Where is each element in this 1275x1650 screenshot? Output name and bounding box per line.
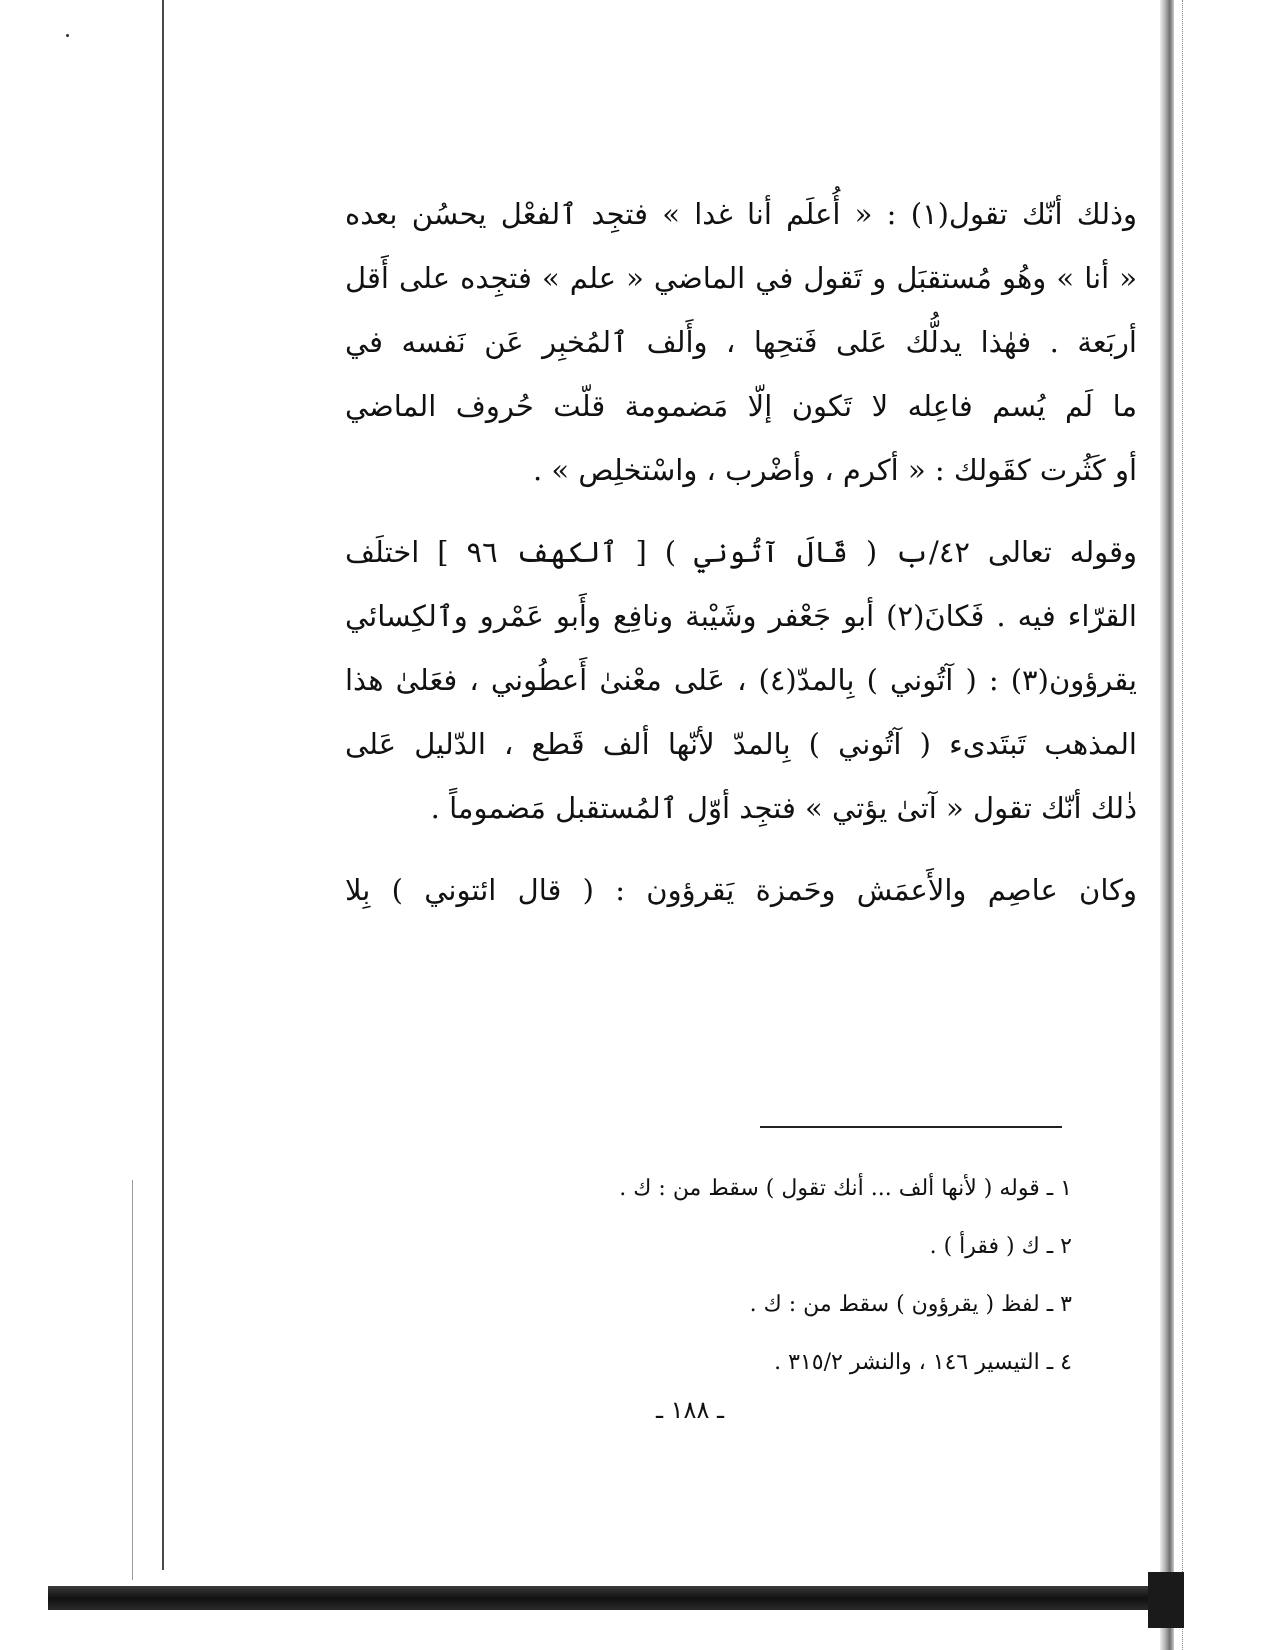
text-line: وقوله تعالى ٤٢/ب ( قَالَ آتُوني ) [ ٱلكهف ٩٦ ] اختلَف — [345, 535, 1137, 569]
footnotes — [420, 1160, 1072, 1392]
book-spine-shadow — [1160, 0, 1174, 1650]
footnote-item: ٣ ـ لفظ ( يقرؤون ) سقط من : ك . — [749, 1292, 1072, 1317]
text-line: أو كَثُرت كقَولك : « أكرم ، وأضْرب ، واسْتخلِص » . — [532, 453, 1137, 487]
footnote-item: ٢ ـ ك ( فقرأ ) . — [929, 1234, 1072, 1259]
text-line: وكان عاصِم والأَعمَش وحَمزة يَقرؤون : ( قال ائتوني ) بِلا — [345, 873, 1137, 907]
scan-margin-line — [162, 0, 164, 1570]
main-text — [345, 182, 1137, 922]
text-line: القرّاء فيه . فَكانَ(٢) أبو جَعْفر وشَيْبة ونافِع وأَبو عَمْرو وٱلكِسائي — [345, 599, 1137, 633]
footnote-item: ٤ ـ التيسير ١٤٦ ، والنشر ٣١٥/٢ . — [774, 1350, 1072, 1375]
text-line: أربَعة . فهٰذا يدلُّك عَلى فَتحِها ، وأَلف ٱلمُخبِر عَن نَفسه في — [345, 325, 1137, 359]
text-line: يقرؤون(٣) : ( آتُوني ) بِالمدّ(٤) ، عَلى معْنىٰ أَعطُوني ، فعَلىٰ هذا — [345, 663, 1137, 697]
page-number: ـ ١٨٨ ـ — [655, 1396, 724, 1424]
text-line: وذلك أنّك تقول(١) : « أُعلَم أنا غدا » فتجِد ٱلفعْل يحسُن بعده — [345, 197, 1137, 231]
text-line: ما لَم يُسم فاعِله لا تَكون إلّا مَضمومة قلّت حُروف الماضي — [345, 389, 1137, 423]
scan-corner-shadow — [1148, 1572, 1184, 1628]
paragraph-2 — [345, 520, 1137, 840]
scan-bottom-shadow — [48, 1586, 1160, 1610]
text-line: ذٰلك أنّك تقول « آتىٰ يؤتي » فتجِد أوّل ٱلمُستقبل مَضموماً . — [430, 791, 1137, 825]
text-line: « أنا » وهُو مُستقبَل و تَقول في الماضي « علم » فتجِده على أَقل — [345, 261, 1137, 295]
scan-speck — [66, 34, 69, 37]
footnote-item: ١ ـ قوله ( لأنها ألف ... أنك تقول ) سقط من : ك . — [619, 1176, 1072, 1201]
footnote-separator — [760, 1126, 1062, 1128]
paragraph-3 — [345, 858, 1137, 922]
scan-margin-line-secondary — [132, 1180, 133, 1580]
text-line: المذهب تَبتَدىء ( آتُوني ) بِالمدّ لأنّها ألف قَطع ، الدّليل عَلى — [345, 727, 1137, 761]
paragraph-1 — [345, 182, 1137, 502]
scan-edge-dots — [1182, 0, 1184, 1650]
